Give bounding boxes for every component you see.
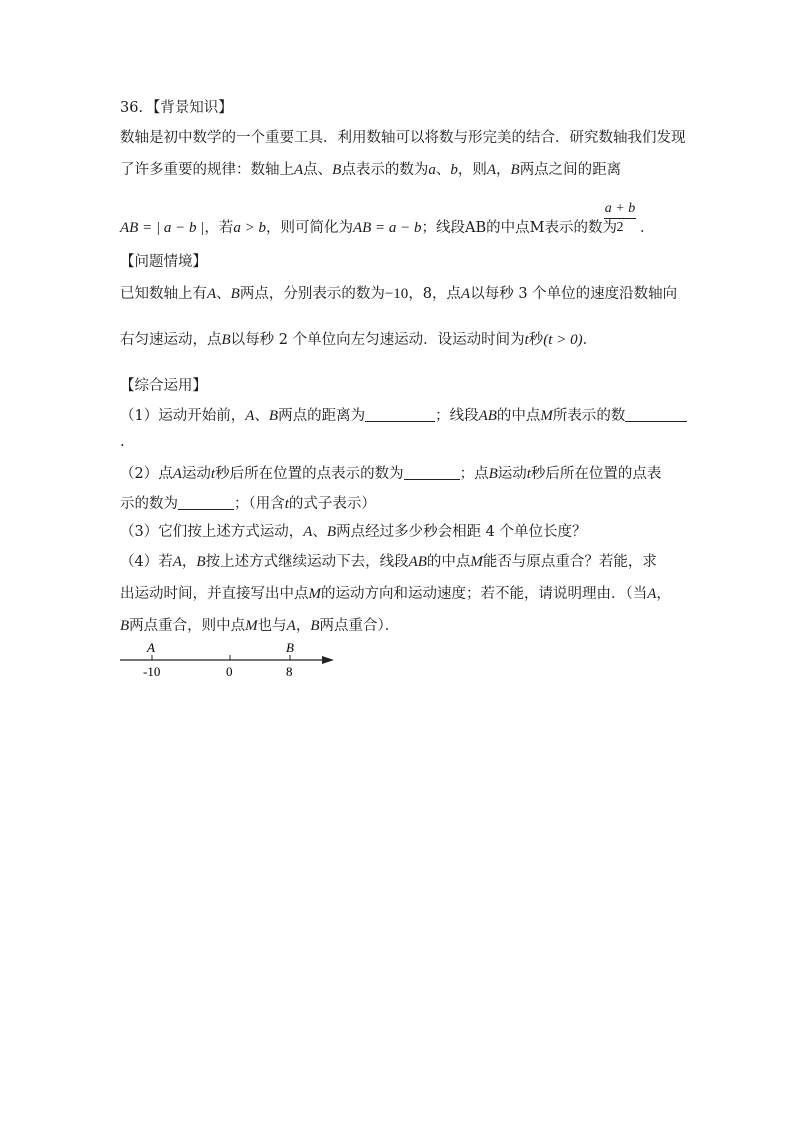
question-2-line-1: （2）点A运动t秒后所在位置的点表示的数为 ；点B运动t秒后所在位置的点表 bbox=[120, 466, 662, 482]
point-b-label: B bbox=[286, 640, 294, 655]
question-4-line-2: 出运动时间，并直接写出中点M的运动方向和运动速度；若不能，请说明理由．（当A， bbox=[120, 586, 671, 602]
number-line-diagram bbox=[110, 636, 350, 686]
apply-header: 【综合运用】 bbox=[120, 378, 207, 394]
answer-blank-q1-distance[interactable] bbox=[365, 407, 435, 422]
question-1: （1）运动开始前，A、B两点的距离为 ；线段AB的中点M所表示的数 bbox=[120, 406, 687, 426]
problem-number: 36．【背景知识】 bbox=[120, 100, 233, 116]
scenario-header: 【问题情境】 bbox=[120, 254, 207, 270]
point-a-label: A bbox=[147, 640, 155, 655]
answer-blank-q2-b[interactable] bbox=[178, 495, 234, 510]
question-4-line-3: B两点重合，则中点M也与A，B两点重合）． bbox=[120, 618, 400, 634]
arrow-right-icon bbox=[322, 656, 334, 664]
question-3: （3）它们按上述方式运动，A、B两点经过多少秒会相距 4 个单位长度？ bbox=[120, 524, 587, 540]
background-line-2: 了许多重要的规律：数轴上A点、B点表示的数为a、b，则A，B两点之间的距离 bbox=[120, 162, 622, 178]
tick-label-zero: 0 bbox=[226, 664, 233, 679]
background-line-3: AB = | a − b |，若a > b，则可简化为AB = a − b；线段AB的中点M表示的数为 bbox=[120, 220, 618, 236]
fraction-period: ． bbox=[640, 220, 655, 236]
question-4-line-1: （4）若A，B按上述方式继续运动下去，线段AB的中点M能否与原点重合？若能，求 bbox=[120, 554, 657, 570]
answer-blank-q2-a[interactable] bbox=[404, 465, 460, 480]
tick-label-a: -10 bbox=[143, 664, 161, 679]
question-1-period: . bbox=[120, 434, 125, 450]
scenario-line-2: 右匀速运动，点B以每秒 2 个单位向左匀速运动．设运动时间为t秒(t > 0)． bbox=[120, 332, 598, 348]
answer-blank-q1-midpoint[interactable] bbox=[625, 407, 687, 422]
midpoint-fraction: $\frac{a + b}{2}$ bbox=[604, 201, 636, 235]
scenario-line-1: 已知数轴上有A、B两点，分别表示的数为−10，8，点A以每秒 3 个单位的速度沿数轴向 bbox=[120, 286, 678, 302]
tick-label-b: 8 bbox=[286, 664, 293, 679]
question-2-line-2: 示的数为 ；（用含t的式子表示） bbox=[120, 496, 376, 512]
background-line-1: 数轴是初中数学的一个重要工具．利用数轴可以将数与形完美的结合．研究数轴我们发现 bbox=[120, 130, 686, 146]
